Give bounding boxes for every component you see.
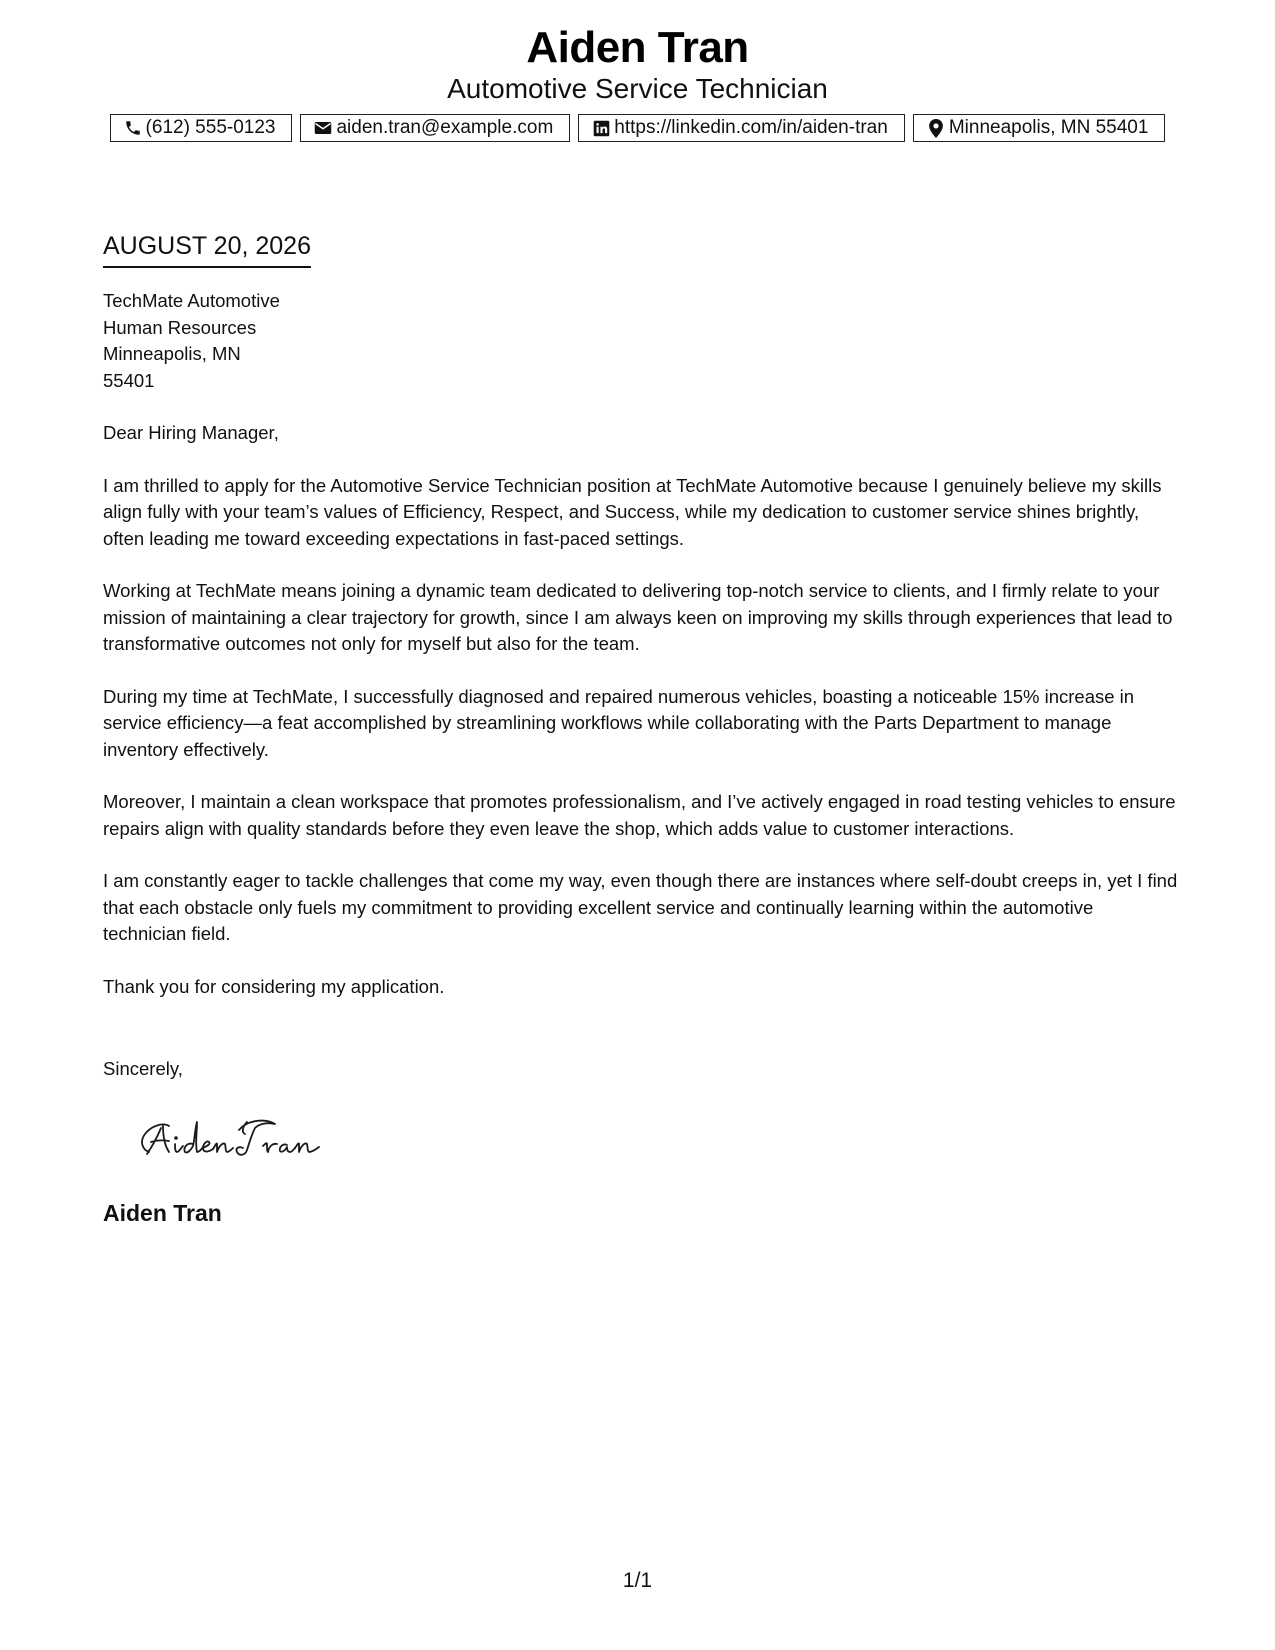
recipient-address [103,288,280,394]
handwritten-signature [135,1110,335,1170]
recipient-company: TechMate Automotive [103,290,280,311]
contact-email-text: aiden.tran@example.com [336,117,554,138]
body-paragraph: I am constantly eager to tackle challenges that come my way, even though there are instances where self-doubt creeps in, yet I find that each obstacle only fuels my commitment to providing excellent service and continually learning within the automotive technician field. [103,870,1178,944]
applicant-name: Aiden Tran [526,23,749,72]
body-paragraph: Working at TechMate means joining a dynamic team dedicated to delivering top-notch service to clients, and I firmly relate to your mission of maintaining a clear trajectory for growth, since I am always keen on improving my skills through experiences that lead to transformative outcomes not only for myself but also for the team. [103,580,1173,654]
page-indicator: 1/1 [622,1569,653,1592]
signer-name: Aiden Tran [103,1200,222,1226]
body-paragraph: I am thrilled to apply for the Automotive Service Technician position at TechMate Automotive because I genuinely believe my skills align fully with your team’s values of Efficiency, Respect, and Success, while my dedication to customer service shines brightly, often leading me toward exceeding expectations in fast-paced settings. [103,474,1162,549]
contact-phone-text: (612) 555-0123 [145,117,276,138]
contact-location[interactable] [913,114,1166,142]
recipient-city-state: Minneapolis, MN [103,343,241,364]
phone-icon [123,118,143,138]
recipient-zip: 55401 [103,369,155,391]
contact-email[interactable] [300,114,570,142]
contact-bar [0,114,1275,142]
map-pin-icon [926,118,946,138]
contact-linkedin-text: https://linkedin.com/in/aiden-tran [614,117,888,138]
closing: Sincerely, [103,1058,183,1079]
contact-phone[interactable] [110,114,293,142]
body-paragraph: Moreover, I maintain a clean workspace that promotes professionalism, and I’ve actively engaged in road testing vehicles to ensure repairs align with quality standards before they even leave the shop, which adds value to customer interactions. [103,791,1176,839]
envelope-icon [313,118,333,138]
job-title: Automotive Service Technician [447,73,828,104]
contact-location-text: Minneapolis, MN 55401 [948,117,1149,138]
letter-body [103,420,1178,1026]
recipient-department: Human Resources [103,316,257,338]
salutation: Dear Hiring Manager, [103,422,279,443]
contact-linkedin[interactable] [578,114,905,142]
body-paragraph: During my time at TechMate, I successfully diagnosed and repaired numerous vehicles, boasting a noticeable 15% increase in service efficiency—a feat accomplished by streamlining workflows while collaborating with the Parts Department to manage inventory effectively. [103,685,1135,760]
body-paragraph: Thank you for considering my application. [103,975,445,997]
linkedin-icon [591,118,611,138]
letter-date: AUGUST 20, 2026 [103,230,311,268]
